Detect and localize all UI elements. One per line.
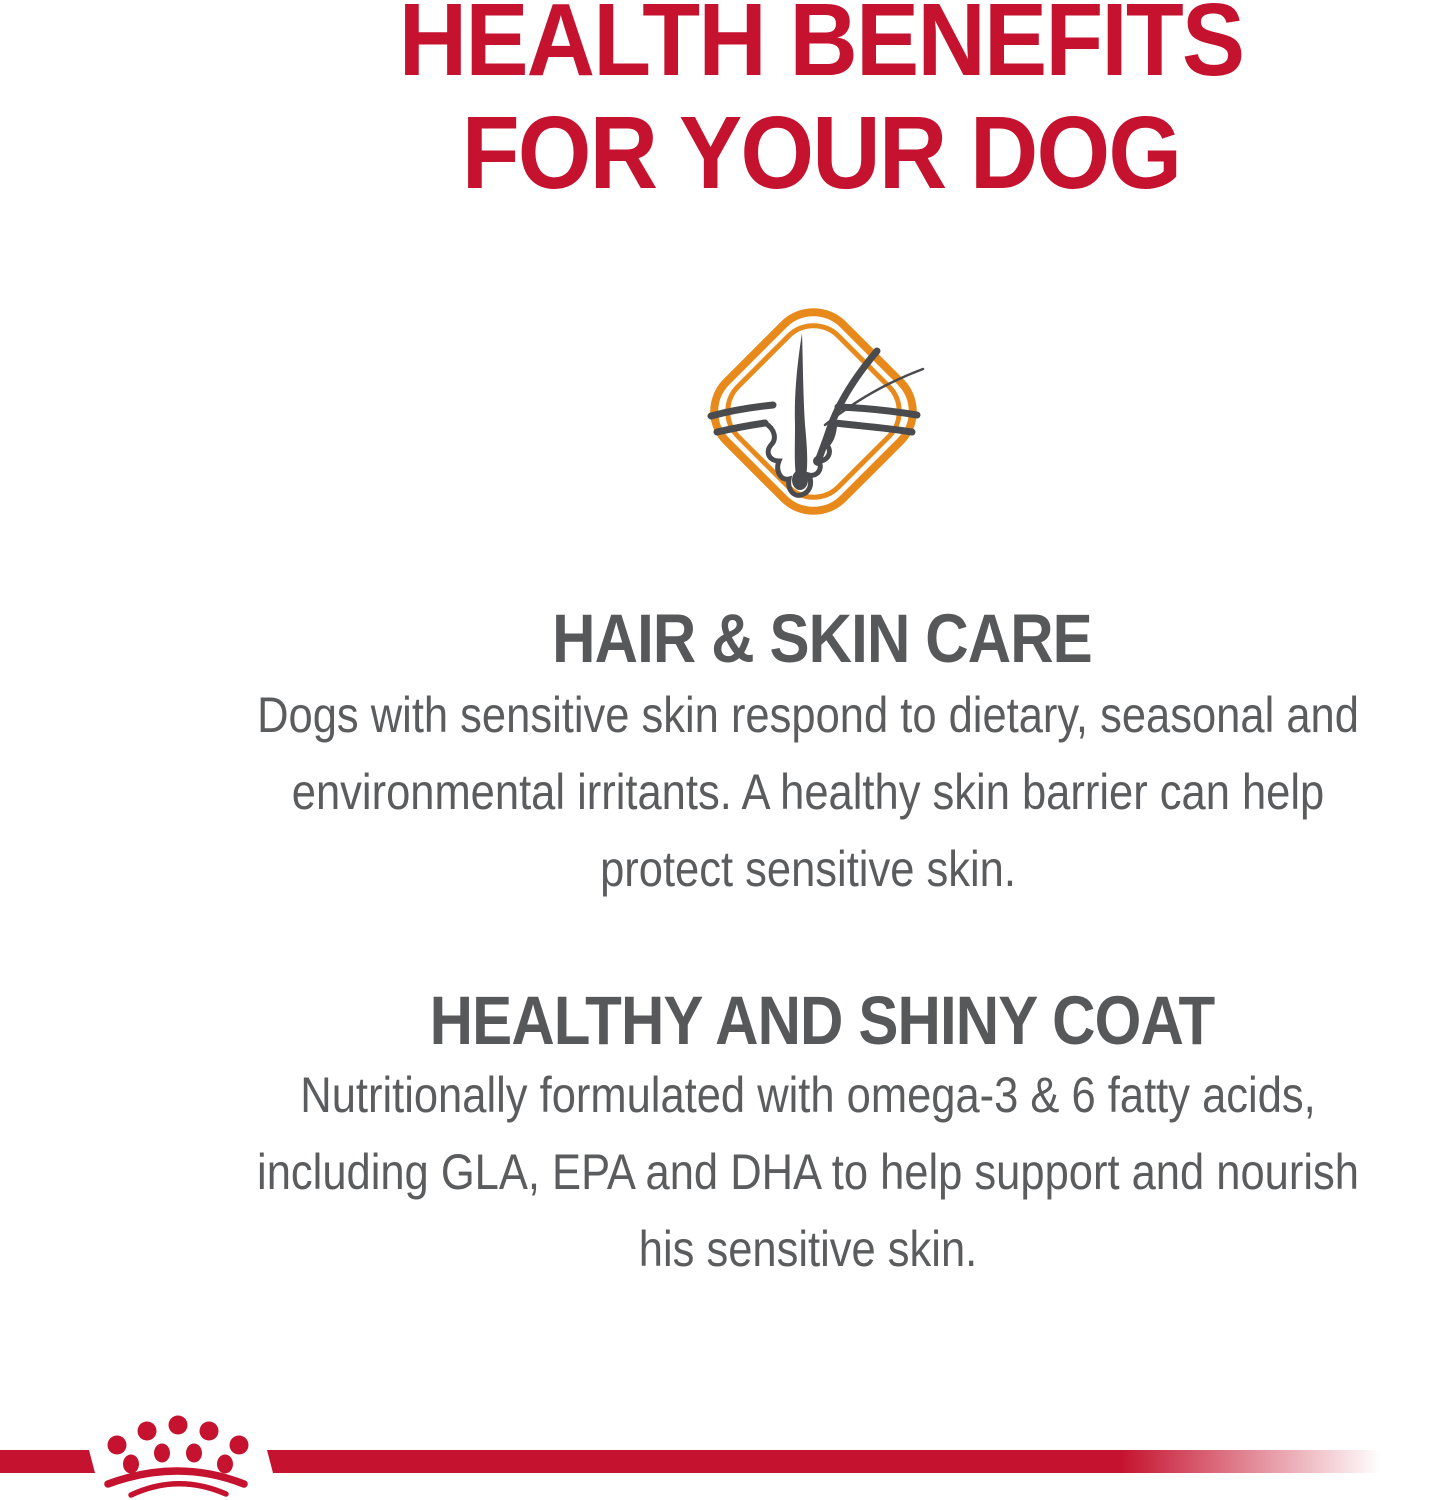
section-paragraph-healthy-shiny-coat: [250, 1057, 1365, 1288]
title-line-1: HEALTH BENEFITS: [398, 0, 1244, 97]
paragraph-line: protect sensitive skin.: [600, 841, 1016, 897]
page-title: [231, 0, 1410, 209]
title-line-2: FOR YOUR DOG: [461, 95, 1181, 210]
section-heading-healthy-shiny-coat: HEALTHY AND SHINY COAT: [429, 982, 1215, 1059]
section-paragraph-hair-skin-care: [250, 677, 1365, 908]
section-heading-hair-skin-care: HAIR & SKIN CARE: [552, 600, 1092, 677]
paragraph-line: Dogs with sensitive skin respond to dietary, seasonal and: [257, 687, 1359, 743]
paragraph-line: environmental irritants. A healthy skin barrier can help: [291, 764, 1325, 820]
footer-band-right: [267, 1450, 1452, 1473]
paragraph-line: his sensitive skin.: [638, 1221, 978, 1277]
royal-canin-crown-icon: [95, 1412, 267, 1500]
footer-band-left: [0, 1450, 95, 1473]
paragraph-line: Nutritionally formulated with omega-3 & 6 fatty acids,: [300, 1067, 1316, 1123]
paragraph-line: including GLA, EPA and DHA to help support and nourish: [257, 1144, 1359, 1200]
hair-skin-follicle-icon: [695, 295, 935, 535]
